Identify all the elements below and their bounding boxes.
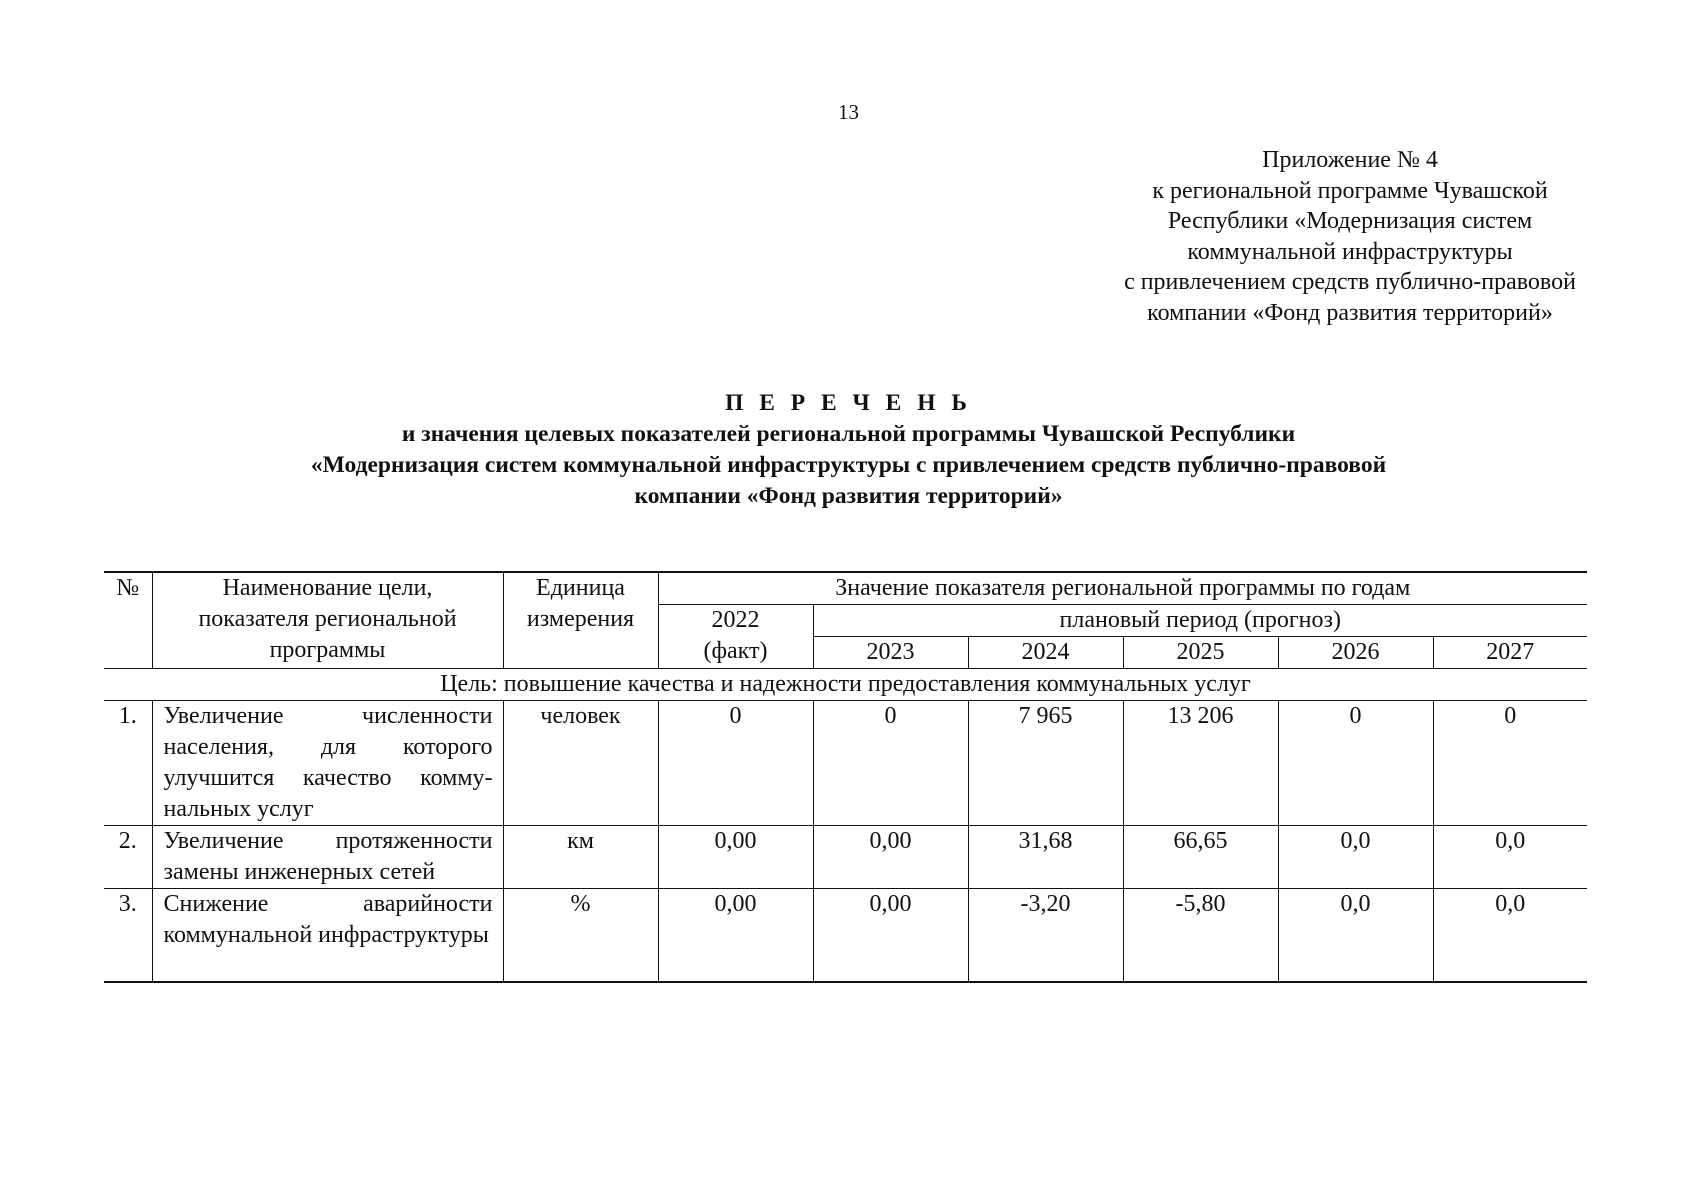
- header-name-line: Наименование цели,: [222, 575, 433, 601]
- header-name: [152, 572, 503, 669]
- page-number: 13: [838, 100, 859, 124]
- row-number: 3.: [104, 889, 152, 983]
- indicator-name: Увеличение протяженности замены инженерных сетей: [152, 826, 503, 889]
- unit-cell: км: [503, 826, 658, 889]
- header-row: [104, 572, 1587, 605]
- appendix-line: с привлечением средств публично-правовой: [1124, 269, 1576, 295]
- header-year: 2027: [1433, 637, 1587, 669]
- value-cell: 13 206: [1123, 701, 1278, 826]
- value-cell: 31,68: [968, 826, 1123, 889]
- header-fact-year: [658, 605, 813, 669]
- value-cell: 7 965: [968, 701, 1123, 826]
- header-unit-line: Единица: [536, 575, 625, 601]
- header-values-group: Значение показателя региональной программы по годам: [658, 572, 1587, 605]
- goal-row: [104, 669, 1587, 701]
- value-cell: 0,00: [658, 889, 813, 983]
- table-row: [104, 889, 1587, 983]
- header-planned-period: плановый период (прогноз): [813, 605, 1587, 637]
- title-line: «Модернизация систем коммунальной инфраструктуры с привлечением средств публично-правовой: [310, 452, 1387, 478]
- header-year: 2026: [1278, 637, 1433, 669]
- value-cell: 0: [1433, 701, 1587, 826]
- header-unit: [503, 572, 658, 669]
- value-cell: -5,80: [1123, 889, 1278, 983]
- header-name-line: показателя региональной: [198, 606, 457, 632]
- value-cell: 0: [1278, 701, 1433, 826]
- value-cell: 0: [813, 701, 968, 826]
- unit-cell: %: [503, 889, 658, 983]
- indicators-table: [104, 571, 1587, 983]
- header-fact-year-line: 2022: [711, 607, 760, 633]
- indicator-name: Снижение аварийности коммунальной инфраструктуры: [152, 889, 503, 983]
- goal-cell: Цель: повышение качества и надежности предоставления коммунальных услуг: [104, 669, 1587, 701]
- value-cell: 0: [658, 701, 813, 826]
- title-heading: П Е Р Е Ч Е Н Ь: [725, 390, 972, 416]
- document-title: [0, 388, 1697, 512]
- row-number: 1.: [104, 701, 152, 826]
- title-line: и значения целевых показателей региональной программы Чувашской Республики: [401, 421, 1296, 447]
- value-cell: 66,65: [1123, 826, 1278, 889]
- header-name-line: программы: [269, 637, 386, 663]
- value-cell: 0,00: [813, 889, 968, 983]
- appendix-line: коммунальной инфраструктуры: [1187, 238, 1513, 265]
- value-cell: 0,0: [1278, 889, 1433, 983]
- value-cell: 0,0: [1433, 889, 1587, 983]
- header-unit-line: измерения: [526, 606, 635, 632]
- header-no: №: [104, 572, 152, 669]
- value-cell: 0,00: [813, 826, 968, 889]
- appendix-line: к региональной программе Чувашской: [1152, 177, 1548, 204]
- row-number: 2.: [104, 826, 152, 889]
- value-cell: 0,0: [1278, 826, 1433, 889]
- appendix-line: компании «Фонд развития территорий»: [1147, 299, 1553, 326]
- table-row: [104, 701, 1587, 826]
- value-cell: 0,0: [1433, 826, 1587, 889]
- value-cell: -3,20: [968, 889, 1123, 983]
- table-row: [104, 826, 1587, 889]
- indicator-name: Увеличение численности населения, для которого улучшится качество коммунальных услуг: [152, 701, 503, 826]
- appendix-line: Республики «Модернизация систем: [1167, 208, 1533, 234]
- unit-cell: человек: [503, 701, 658, 826]
- header-year: 2023: [813, 637, 968, 669]
- title-line: компании «Фонд развития территорий»: [634, 483, 1063, 509]
- header-year: 2025: [1123, 637, 1278, 669]
- value-cell: 0,00: [658, 826, 813, 889]
- appendix-line: Приложение № 4: [1262, 147, 1438, 173]
- header-year: 2024: [968, 637, 1123, 669]
- header-fact-year-line: (факт): [703, 638, 768, 664]
- appendix-note: [1080, 145, 1620, 328]
